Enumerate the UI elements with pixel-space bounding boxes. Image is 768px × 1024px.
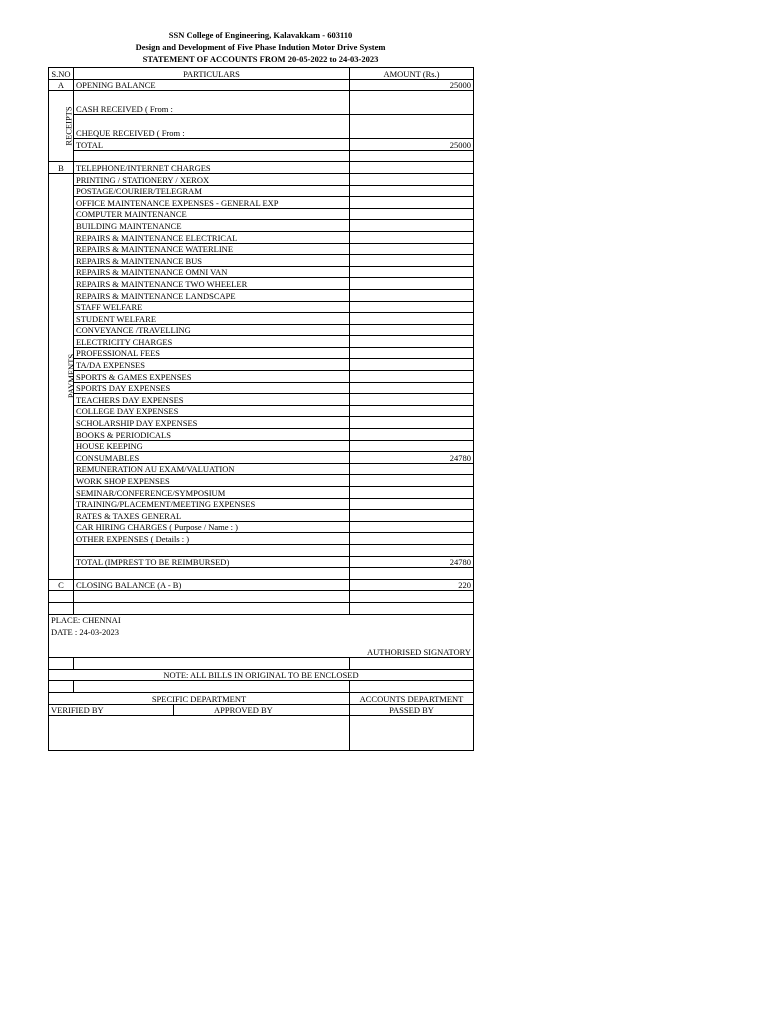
- payment-row: [49, 417, 474, 429]
- payment-row: [49, 313, 474, 325]
- closing-balance-amount: 220: [350, 579, 474, 591]
- payment-row: [49, 487, 474, 499]
- payment-amount: [350, 382, 474, 394]
- payment-row: [49, 231, 474, 243]
- payment-amount: [350, 359, 474, 371]
- accounts-signature-box: [350, 716, 474, 751]
- authorised-signatory: AUTHORISED SIGNATORY: [49, 637, 474, 658]
- opening-balance-amount: 25000: [350, 79, 474, 91]
- payment-label: REMUNERATION AU EXAM/VALUATION: [74, 463, 350, 475]
- payment-label: REPAIRS & MAINTENANCE WATERLINE: [74, 243, 350, 255]
- payment-label: BOOKS & PERIODICALS: [74, 429, 350, 441]
- payment-amount: [350, 510, 474, 522]
- accounts-table: [48, 67, 474, 751]
- payment-amount: [350, 197, 474, 209]
- payment-row: [49, 371, 474, 383]
- payment-amount: [350, 394, 474, 406]
- place-label: PLACE: CHENNAI: [49, 614, 474, 625]
- payment-amount: [350, 301, 474, 313]
- payment-label: SPORTS DAY EXPENSES: [74, 382, 350, 394]
- blank-row: [49, 591, 474, 603]
- payment-amount: [350, 185, 474, 197]
- payment-row: [49, 266, 474, 278]
- payment-amount: [350, 289, 474, 301]
- header-row: [49, 68, 474, 80]
- payment-row: [49, 208, 474, 220]
- payment-row: [49, 429, 474, 441]
- receipts-total-row: [49, 139, 474, 151]
- payment-row: [49, 382, 474, 394]
- payment-label: RATES & TAXES GENERAL: [74, 510, 350, 522]
- payment-amount: [350, 533, 474, 545]
- payment-label: STUDENT WELFARE: [74, 313, 350, 325]
- payment-amount: [350, 231, 474, 243]
- payments-label: PAYMENTS: [49, 173, 74, 579]
- project-title: Design and Development of Five Phase Indution Motor Drive System: [135, 42, 386, 52]
- cash-received-row: [49, 91, 474, 115]
- note-row: [49, 669, 474, 681]
- cheque-received-amount: [350, 115, 474, 139]
- payment-row: [49, 185, 474, 197]
- signatory-row: [49, 637, 474, 658]
- payment-amount: [350, 162, 474, 174]
- closing-balance-label: CLOSING BALANCE (A - B): [74, 579, 350, 591]
- date-row: [49, 625, 474, 637]
- payment-row: [49, 220, 474, 232]
- payment-label: ELECTRICITY CHARGES: [74, 336, 350, 348]
- payment-row: [49, 197, 474, 209]
- payment-amount: 24780: [350, 452, 474, 464]
- payment-amount: [350, 336, 474, 348]
- payment-label: CAR HIRING CHARGES ( Purpose / Name : ): [74, 521, 350, 533]
- blank-row: [49, 681, 474, 693]
- payment-amount: [350, 405, 474, 417]
- statement-title: STATEMENT OF ACCOUNTS FROM 20-05-2022 to 24-03-2023: [142, 54, 379, 64]
- payment-label: TRAINING/PLACEMENT/MEETING EXPENSES: [74, 498, 350, 510]
- payment-amount: [350, 255, 474, 267]
- section-c-code: C: [49, 579, 74, 591]
- payment-label: SEMINAR/CONFERENCE/SYMPOSIUM: [74, 487, 350, 499]
- opening-balance-label: OPENING BALANCE: [74, 79, 350, 91]
- payment-label: SCHOLARSHIP DAY EXPENSES: [74, 417, 350, 429]
- payment-label: TA/DA EXPENSES: [74, 359, 350, 371]
- cash-received-label: CASH RECEIVED ( From :: [74, 91, 350, 115]
- payment-label: REPAIRS & MAINTENANCE BUS: [74, 255, 350, 267]
- payment-row: [49, 475, 474, 487]
- place-row: [49, 614, 474, 625]
- payment-label: TELEPHONE/INTERNET CHARGES: [74, 162, 350, 174]
- payment-label: POSTAGE/COURIER/TELEGRAM: [74, 185, 350, 197]
- statement-sheet: [48, 67, 473, 751]
- blank-row: [49, 150, 474, 162]
- section-a-code: A: [49, 79, 74, 91]
- payment-row: [49, 405, 474, 417]
- payment-label: COLLEGE DAY EXPENSES: [74, 405, 350, 417]
- payment-row: [49, 510, 474, 522]
- payment-amount: [350, 243, 474, 255]
- payment-amount: [350, 440, 474, 452]
- cheque-received-label: CHEQUE RECEIVED ( From :: [74, 115, 350, 139]
- payment-row: [49, 173, 474, 185]
- payment-row: [49, 255, 474, 267]
- payment-label: REPAIRS & MAINTENANCE LANDSCAPE: [74, 289, 350, 301]
- payment-amount: [350, 220, 474, 232]
- payment-label: BUILDING MAINTENANCE: [74, 220, 350, 232]
- payment-amount: [350, 487, 474, 499]
- payment-label: REPAIRS & MAINTENANCE OMNI VAN: [74, 266, 350, 278]
- payment-row: [49, 278, 474, 290]
- particulars-header: PARTICULARS: [74, 68, 350, 80]
- opening-balance-row: [49, 79, 474, 91]
- payment-amount: [350, 324, 474, 336]
- payment-amount: [350, 266, 474, 278]
- note-text: NOTE: ALL BILLS IN ORIGINAL TO BE ENCLOSED: [49, 669, 474, 681]
- payment-amount: [350, 463, 474, 475]
- payment-row: [49, 521, 474, 533]
- payment-label: COMPUTER MAINTENANCE: [74, 208, 350, 220]
- payment-amount: [350, 521, 474, 533]
- payment-label: REPAIRS & MAINTENANCE TWO WHEELER: [74, 278, 350, 290]
- payment-row: [49, 243, 474, 255]
- payment-amount: [350, 371, 474, 383]
- payment-label: WORK SHOP EXPENSES: [74, 475, 350, 487]
- closing-balance-row: [49, 579, 474, 591]
- payment-row: [49, 440, 474, 452]
- payment-row: [49, 359, 474, 371]
- approved-by: APPROVED BY: [174, 704, 350, 716]
- payment-label: OTHER EXPENSES ( Details : ): [74, 533, 350, 545]
- payment-label: STAFF WELFARE: [74, 301, 350, 313]
- date-label: DATE : 24-03-2023: [49, 625, 474, 637]
- payment-amount: [350, 208, 474, 220]
- payment-label: SPORTS & GAMES EXPENSES: [74, 371, 350, 383]
- payments-total-row: [49, 556, 474, 568]
- signature-row: [49, 716, 474, 751]
- cheque-received-row: [49, 115, 474, 139]
- payment-label: TEACHERS DAY EXPENSES: [74, 394, 350, 406]
- receipts-total-label: TOTAL: [74, 139, 350, 151]
- blank-row: [49, 658, 474, 670]
- receipts-total-amount: 25000: [350, 139, 474, 151]
- payment-row: [49, 533, 474, 545]
- payment-label: CONSUMABLES: [74, 452, 350, 464]
- payments-total-amount: 24780: [350, 556, 474, 568]
- payment-row: [49, 394, 474, 406]
- sno-header: S.NO: [49, 68, 74, 80]
- college-name: SSN College of Engineering, Kalavakkam - 603110: [168, 30, 353, 40]
- section-b-code: B: [49, 162, 74, 174]
- passed-by: PASSED BY: [350, 704, 474, 716]
- specific-department: SPECIFIC DEPARTMENT: [49, 692, 350, 704]
- payment-row: [49, 289, 474, 301]
- payment-label: PROFESSIONAL FEES: [74, 347, 350, 359]
- verified-by: VERIFIED BY: [49, 704, 174, 716]
- payment-amount: [350, 498, 474, 510]
- payment-amount: [350, 475, 474, 487]
- payment-amount: [350, 417, 474, 429]
- payment-label: HOUSE KEEPING: [74, 440, 350, 452]
- payment-row: [49, 452, 474, 464]
- blank-row: [49, 568, 474, 580]
- payment-row: [49, 324, 474, 336]
- payment-amount: [350, 429, 474, 441]
- payment-label: CONVEYANCE /TRAVELLING: [74, 324, 350, 336]
- cash-received-amount: [350, 91, 474, 115]
- blank-row: [49, 602, 474, 614]
- payment-row: [49, 498, 474, 510]
- department-row: [49, 692, 474, 704]
- payment-row: [49, 336, 474, 348]
- blank-row: [49, 544, 474, 556]
- payment-row: [49, 162, 474, 174]
- payment-row: [49, 463, 474, 475]
- verification-row: [49, 704, 474, 716]
- payments-total-label: TOTAL (IMPREST TO BE REIMBURSED): [74, 556, 350, 568]
- payment-amount: [350, 313, 474, 325]
- payment-row: [49, 347, 474, 359]
- payment-amount: [350, 347, 474, 359]
- department-signature-box: [49, 716, 350, 751]
- payment-amount: [350, 278, 474, 290]
- payment-label: PRINTING / STATIONERY / XEROX: [74, 173, 350, 185]
- accounts-department: ACCOUNTS DEPARTMENT: [350, 692, 474, 704]
- receipts-label: RECEIPTS: [49, 91, 74, 162]
- amount-header: AMOUNT (Rs.): [350, 68, 474, 80]
- payment-label: REPAIRS & MAINTENANCE ELECTRICAL: [74, 231, 350, 243]
- payment-row: [49, 301, 474, 313]
- payment-label: OFFICE MAINTENANCE EXPENSES - GENERAL EXP: [74, 197, 350, 209]
- payment-amount: [350, 173, 474, 185]
